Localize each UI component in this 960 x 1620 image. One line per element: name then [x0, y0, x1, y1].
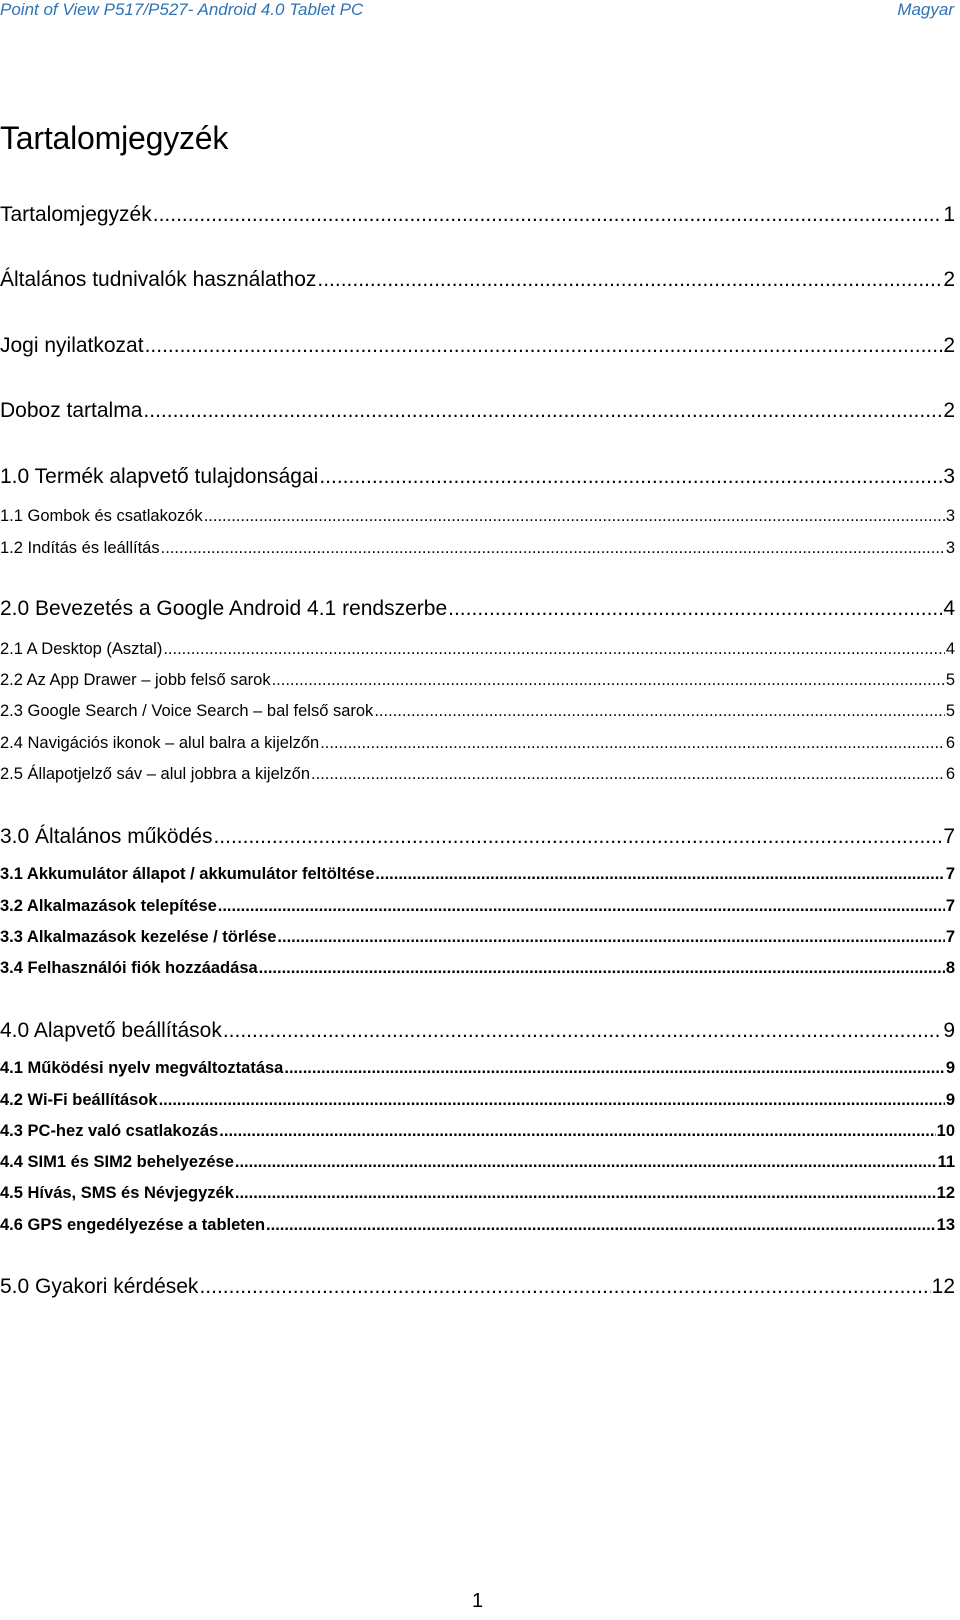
toc-entry[interactable] — [0, 597, 955, 621]
toc-dot-leader — [235, 1153, 937, 1172]
toc-entry[interactable] — [0, 399, 955, 423]
toc-dot-leader — [235, 1184, 936, 1203]
toc-entry-text: 2.3 Google Search / Voice Search – bal felső sarok — [0, 702, 374, 720]
toc-dot-leader — [317, 268, 942, 292]
toc-entry-text: 2.5 Állapotjelző sáv – alul jobbra a kijelzőn — [0, 765, 311, 783]
toc-entry-page: 13 — [936, 1216, 955, 1234]
toc-dot-leader — [163, 640, 944, 659]
toc-entry-text: 3.2 Alkalmazások telepítése — [0, 897, 217, 915]
toc-entry-text: 3.3 Alkalmazások kezelése / törlése — [0, 928, 277, 946]
toc-entry-text: Doboz tartalma — [0, 399, 143, 422]
page-number: 1 — [472, 1590, 484, 1612]
toc-entry-text: 2.2 Az App Drawer – jobb felső sarok — [0, 671, 271, 689]
header-product-title: Point of View P517/P527- Android 4.0 Tablet PC — [0, 0, 364, 19]
toc-entry[interactable] — [0, 825, 955, 849]
toc-entry-page: 9 — [945, 1091, 955, 1109]
toc-entry-page: 12 — [936, 1184, 955, 1202]
toc-entry-page: 6 — [945, 734, 955, 752]
toc-dot-leader — [143, 399, 942, 423]
page-title: Tartalomjegyzék — [0, 120, 229, 156]
toc-entry-page: 12 — [931, 1275, 955, 1298]
toc-entry-text: 3.4 Felhasználói fiók hozzáadása — [0, 959, 258, 977]
toc-entry-page: 1 — [943, 203, 955, 226]
toc-dot-leader — [213, 825, 942, 849]
toc-dot-leader — [319, 465, 942, 489]
toc-dot-leader — [223, 1019, 942, 1043]
toc-entry[interactable] — [0, 1275, 955, 1299]
toc-entry-page: 11 — [937, 1153, 955, 1171]
toc-entry-page: 5 — [945, 702, 955, 720]
toc-entry[interactable] — [0, 734, 955, 753]
toc-entry-page: 10 — [936, 1122, 955, 1140]
page-header — [0, 0, 960, 24]
toc-dot-leader — [320, 734, 945, 753]
toc-entry-page: 4 — [943, 597, 955, 620]
toc-entry-text: 4.3 PC-hez való csatlakozás — [0, 1122, 219, 1140]
toc-entry[interactable] — [0, 268, 955, 292]
toc-entry[interactable] — [0, 1059, 955, 1078]
toc-entry[interactable] — [0, 928, 955, 947]
toc-entry-text: 3.0 Általános működés — [0, 825, 213, 848]
toc-entry[interactable] — [0, 1153, 955, 1172]
toc-dot-leader — [159, 1091, 945, 1110]
toc-dot-leader — [219, 1122, 935, 1141]
toc-entry[interactable] — [0, 959, 955, 978]
toc-entry[interactable] — [0, 702, 955, 721]
toc-entry[interactable] — [0, 640, 955, 659]
toc-entry-text: 3.1 Akkumulátor állapot / akkumulátor feltöltése — [0, 865, 375, 883]
toc-entry-text: 1.1 Gombok és csatlakozók — [0, 507, 203, 525]
toc-entry[interactable] — [0, 865, 955, 884]
toc-dot-leader — [272, 671, 945, 690]
toc-entry[interactable] — [0, 334, 955, 358]
toc-entry-page: 6 — [945, 765, 955, 783]
toc-dot-leader — [218, 897, 945, 916]
toc-entry[interactable] — [0, 897, 955, 916]
toc-dot-leader — [153, 203, 943, 227]
toc-entry-page: 3 — [945, 507, 955, 525]
toc-entry-text: Általános tudnivalók használathoz — [0, 268, 317, 291]
toc-entry-page: 9 — [943, 1019, 955, 1042]
toc-dot-leader — [311, 765, 945, 784]
toc-entry[interactable] — [0, 1122, 955, 1141]
toc-dot-leader — [199, 1275, 930, 1299]
toc-entry[interactable] — [0, 539, 955, 558]
toc-entry[interactable] — [0, 1216, 955, 1235]
toc-entry-page: 2 — [943, 334, 955, 357]
toc-entry-page: 7 — [945, 865, 955, 883]
toc-dot-leader — [374, 702, 945, 721]
toc-entry-page: 7 — [945, 897, 955, 915]
toc-dot-leader — [375, 865, 944, 884]
toc-entry-page: 7 — [943, 825, 955, 848]
toc-entry-text: 2.4 Navigációs ikonok – alul balra a kijelzőn — [0, 734, 320, 752]
toc-entry-text: 4.1 Működési nyelv megváltoztatása — [0, 1059, 284, 1077]
toc-dot-leader — [284, 1059, 944, 1078]
toc-entry-text: 2.1 A Desktop (Asztal) — [0, 640, 163, 658]
toc-dot-leader — [145, 334, 943, 358]
toc-entry[interactable] — [0, 203, 955, 227]
toc-entry-text: 4.5 Hívás, SMS és Névjegyzék — [0, 1184, 234, 1202]
toc-entry-page: 5 — [945, 671, 955, 689]
toc-dot-leader — [161, 539, 945, 558]
toc-entry-page: 3 — [943, 465, 955, 488]
toc-entry-page: 9 — [945, 1059, 955, 1077]
toc-entry-text: 4.2 Wi-Fi beállítások — [0, 1091, 158, 1109]
toc-entry[interactable] — [0, 507, 955, 526]
toc-dot-leader — [204, 507, 945, 526]
toc-entry-text: 4.6 GPS engedélyezése a tableten — [0, 1216, 266, 1234]
toc-entry-page: 2 — [943, 399, 955, 422]
toc-dot-leader — [266, 1216, 936, 1235]
toc-dot-leader — [448, 597, 942, 621]
toc-entry[interactable] — [0, 1184, 955, 1203]
toc-entry-text: 1.0 Termék alapvető tulajdonságai — [0, 465, 319, 488]
toc-entry[interactable] — [0, 765, 955, 784]
toc-entry-page: 8 — [945, 959, 955, 977]
toc-entry-text: 4.0 Alapvető beállítások — [0, 1019, 222, 1042]
toc-entry-page: 4 — [945, 640, 955, 658]
toc-entry-page: 7 — [945, 928, 955, 946]
toc-entry-text: 5.0 Gyakori kérdések — [0, 1275, 199, 1298]
toc-entry[interactable] — [0, 465, 955, 489]
header-language: Magyar — [897, 0, 954, 19]
toc-entry-text: 1.2 Indítás és leállítás — [0, 539, 160, 557]
toc-entry[interactable] — [0, 671, 955, 690]
toc-entry-text: Tartalomjegyzék — [0, 203, 152, 226]
toc-entry[interactable] — [0, 1019, 955, 1043]
toc-entry-page: 3 — [945, 539, 955, 557]
toc-entry-page: 2 — [943, 268, 955, 291]
toc-entry-text: 2.0 Bevezetés a Google Android 4.1 rendszerbe — [0, 597, 448, 620]
toc-dot-leader — [277, 928, 944, 947]
toc-entry-text: Jogi nyilatkozat — [0, 334, 144, 357]
toc-entry[interactable] — [0, 1091, 955, 1110]
toc-dot-leader — [259, 959, 945, 978]
toc-entry-text: 4.4 SIM1 és SIM2 behelyezése — [0, 1153, 234, 1171]
